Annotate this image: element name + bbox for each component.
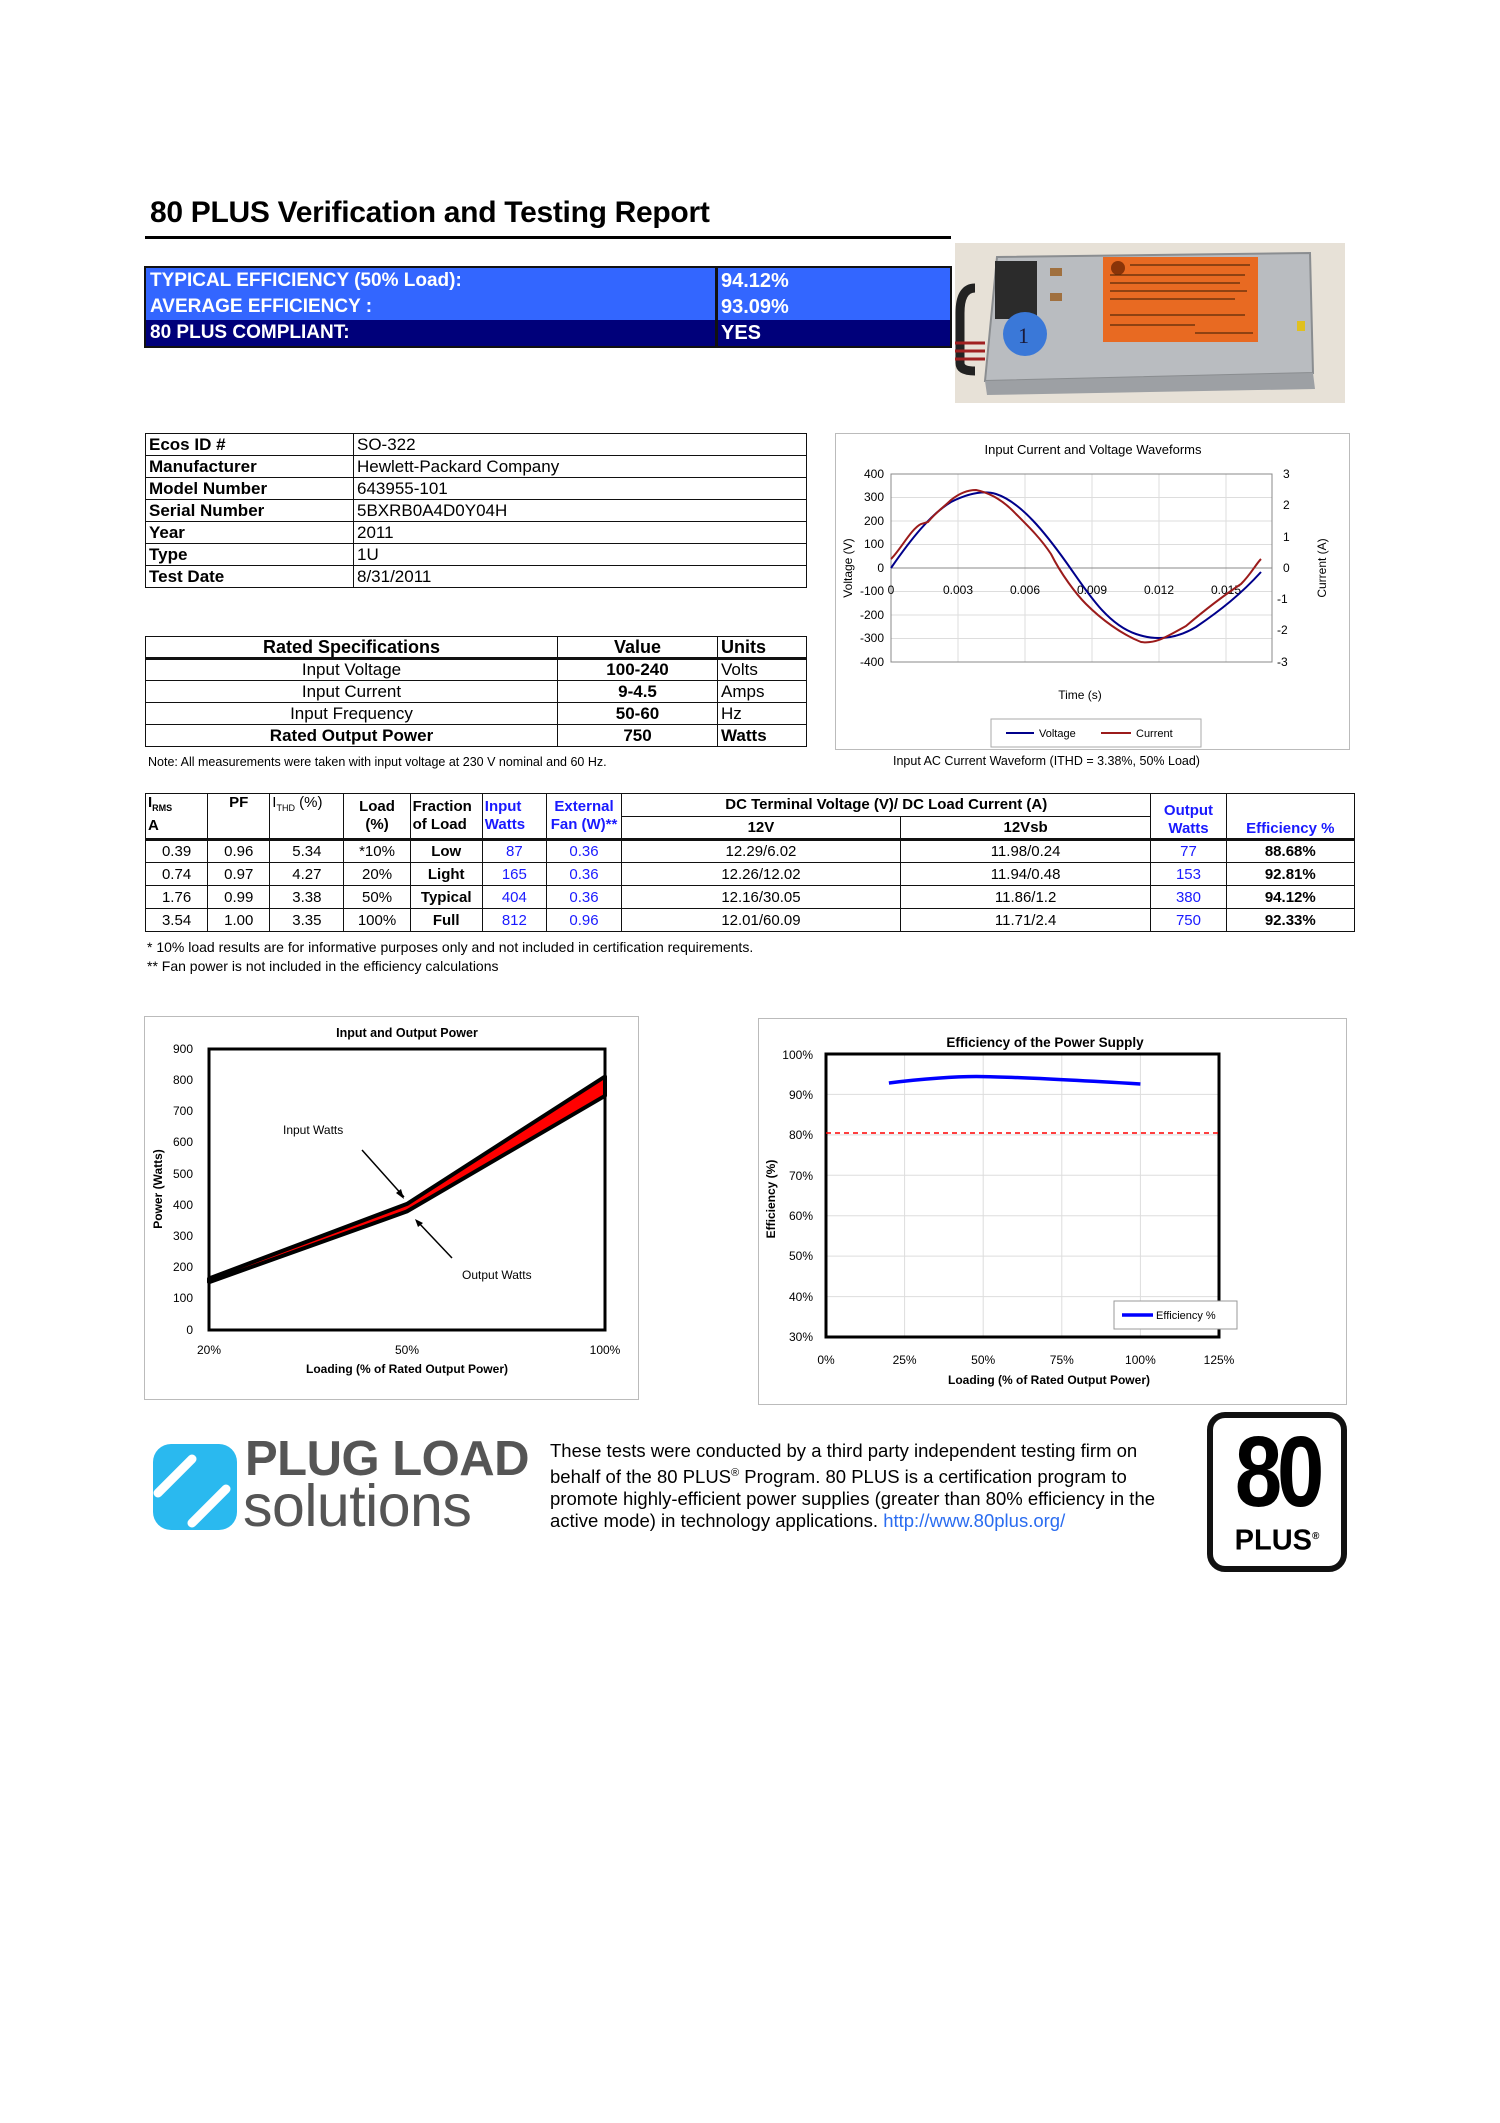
svg-text:Current: Current (1136, 728, 1173, 740)
col-fraction: Fraction of Load (410, 794, 482, 840)
svg-text:1: 1 (1018, 323, 1029, 348)
svg-text:0.006: 0.006 (1009, 583, 1041, 597)
plug-load-logo-text: PLUG LOAD (245, 1432, 530, 1486)
info-row (146, 478, 807, 500)
info-key: Type (146, 544, 354, 566)
info-row (146, 500, 807, 522)
svg-text:50%: 50% (971, 1353, 996, 1367)
spec-header: Value (558, 637, 718, 659)
summary-label: 80 PLUS COMPLIANT: (146, 320, 718, 346)
waveform-caption: Input AC Current Waveform (ITHD = 3.38%, 50% Load) (893, 754, 1200, 768)
title-divider (145, 236, 951, 239)
svg-text:0: 0 (887, 583, 895, 597)
info-key: Ecos ID # (146, 434, 354, 456)
result-row: 0.39 0.96 5.34 *10% Low 87 0.36 12.29/6.02 11.98/0.24 77 88.68% (146, 840, 1355, 863)
80plus-link[interactable]: http://www.80plus.org/ (883, 1510, 1066, 1532)
svg-text:-100: -100 (859, 584, 884, 598)
svg-text:-300: -300 (859, 631, 884, 645)
spec-header: Units (718, 637, 807, 659)
info-row (146, 434, 807, 456)
info-value: 1U (354, 544, 807, 566)
svg-text:20%: 20% (196, 1343, 222, 1357)
svg-text:75%: 75% (1049, 1353, 1074, 1367)
svg-text:-200: -200 (859, 608, 884, 622)
svg-text:0: 0 (186, 1323, 193, 1337)
svg-text:125%: 125% (1203, 1353, 1235, 1367)
product-info-table (145, 433, 807, 588)
spec-value: 9-4.5 (558, 681, 718, 703)
result-row: 3.54 1.00 3.35 100% Full 812 0.96 12.01/60.09 11.71/2.4 750 92.33% (146, 909, 1355, 932)
info-value: 2011 (354, 522, 807, 544)
svg-text:0.012: 0.012 (1143, 583, 1175, 597)
svg-text:100: 100 (172, 1291, 193, 1305)
info-value: 643955-101 (354, 478, 807, 500)
svg-text:Input and Output Power: Input and Output Power (336, 1026, 478, 1040)
test-results-table (145, 793, 1355, 932)
svg-text:70%: 70% (788, 1169, 813, 1183)
svg-text:-1: -1 (1277, 592, 1288, 606)
svg-text:0.009: 0.009 (1076, 583, 1108, 597)
summary-row-typical (146, 268, 950, 294)
summary-value: 93.09% (721, 296, 789, 318)
footnote: * 10% load results are for informative purposes only and not included in certification requirements. (147, 939, 754, 955)
svg-text:Efficiency %: Efficiency % (1156, 1310, 1216, 1322)
results-footnotes (147, 938, 753, 976)
svg-text:0: 0 (877, 561, 884, 575)
svg-text:Efficiency (%): Efficiency (%) (764, 1159, 778, 1239)
voltage-line (891, 493, 1261, 639)
svg-text:Input Watts: Input Watts (283, 1123, 344, 1137)
svg-text:700: 700 (172, 1104, 193, 1118)
spec-name: Input Voltage (146, 659, 558, 681)
svg-text:Voltage (V): Voltage (V) (841, 538, 855, 598)
svg-text:Loading (% of Rated Output Pow: Loading (% of Rated Output Power) (948, 1373, 1150, 1387)
svg-text:0.003: 0.003 (942, 583, 974, 597)
svg-text:800: 800 (172, 1073, 193, 1087)
svg-text:200: 200 (863, 514, 884, 528)
info-row (146, 566, 807, 588)
info-value: SO-322 (354, 434, 807, 456)
col-output-watts: Output Watts (1151, 794, 1226, 840)
col-ithd: $I_{THD}$ (%) (270, 794, 344, 840)
col-irms: $I_{RMS}$ A (146, 794, 208, 840)
svg-text:60%: 60% (788, 1209, 813, 1223)
svg-text:0: 0 (1283, 561, 1290, 575)
svg-text:300: 300 (863, 490, 884, 504)
spec-unit: Amps (718, 681, 807, 703)
svg-text:Current (A): Current (A) (1315, 538, 1329, 598)
spec-name: Input Current (146, 681, 558, 703)
svg-text:80%: 80% (788, 1128, 813, 1142)
svg-text:50%: 50% (394, 1343, 420, 1357)
col-load: Load (%) (344, 794, 410, 840)
col-efficiency: Efficiency % (1226, 794, 1354, 840)
info-value: 5BXRB0A4D0Y04H (354, 500, 807, 522)
svg-text:200: 200 (172, 1260, 193, 1274)
summary-value: YES (721, 322, 762, 344)
plug-load-logo-icon (150, 1441, 240, 1533)
svg-text:Output Watts: Output Watts (462, 1268, 532, 1282)
efficiency-chart (758, 1018, 1347, 1405)
page-title: 80 PLUS Verification and Testing Report (150, 196, 710, 229)
efficiency-summary (144, 266, 952, 348)
spec-header: Rated Specifications (146, 637, 558, 659)
spec-value: 750 (558, 725, 718, 747)
svg-text:Time (s): Time (s) (1058, 688, 1102, 702)
svg-text:Efficiency of the Power Supply: Efficiency of the Power Supply (946, 1035, 1144, 1050)
svg-text:40%: 40% (788, 1290, 813, 1304)
footnote: ** Fan power is not included in the efficiency calculations (147, 958, 499, 974)
badge-text: PLUS® (1234, 1524, 1320, 1557)
svg-text:3: 3 (1283, 467, 1290, 481)
summary-value: 94.12% (721, 270, 789, 292)
waveform-chart (835, 433, 1350, 750)
svg-text:Power (Watts): Power (Watts) (151, 1149, 165, 1229)
svg-text:-400: -400 (859, 655, 884, 669)
spec-row (146, 659, 807, 681)
svg-text:30%: 30% (788, 1330, 813, 1344)
svg-text:600: 600 (172, 1135, 193, 1149)
svg-text:1: 1 (1283, 530, 1290, 544)
svg-text:100%: 100% (589, 1343, 621, 1357)
svg-text:400: 400 (172, 1198, 193, 1212)
badge-number: 80 (1234, 1416, 1320, 1528)
spec-value: 100-240 (558, 659, 718, 681)
info-key: Manufacturer (146, 456, 354, 478)
svg-text:2: 2 (1283, 498, 1290, 512)
col-dc-terminal: DC Terminal Voltage (V)/ DC Load Current (A) (622, 794, 1151, 817)
summary-label: AVERAGE EFFICIENCY : (146, 294, 718, 320)
col-input-watts: Input Watts (482, 794, 546, 840)
spec-row (146, 681, 807, 703)
summary-label: TYPICAL EFFICIENCY (50% Load): (146, 268, 718, 294)
svg-text:-3: -3 (1277, 655, 1288, 669)
info-key: Year (146, 522, 354, 544)
info-key: Model Number (146, 478, 354, 500)
spec-unit: Volts (718, 659, 807, 681)
svg-text:400: 400 (863, 467, 884, 481)
spec-unit: Hz (718, 703, 807, 725)
spec-name: Rated Output Power (146, 725, 558, 747)
rated-specifications-table (145, 636, 807, 747)
svg-text:90%: 90% (788, 1088, 813, 1102)
80-plus-badge-logo (1207, 1412, 1347, 1572)
plug-load-logo-subtext: solutions (243, 1473, 472, 1539)
power-chart (144, 1016, 639, 1400)
svg-text:0.015: 0.015 (1210, 583, 1242, 597)
col-external-fan: External Fan (W)** (546, 794, 621, 840)
spec-row (146, 725, 807, 747)
svg-text:100%: 100% (782, 1048, 813, 1062)
result-row: 0.74 0.97 4.27 20% Light 165 0.36 12.26/12.02 11.94/0.48 153 92.81% (146, 863, 1355, 886)
svg-text:500: 500 (172, 1167, 193, 1181)
spec-row (146, 703, 807, 725)
summary-row-compliant (146, 320, 950, 346)
svg-text:-2: -2 (1277, 623, 1288, 637)
info-value: 8/31/2011 (354, 566, 807, 588)
svg-text:300: 300 (172, 1229, 193, 1243)
info-row (146, 522, 807, 544)
svg-text:50%: 50% (788, 1249, 813, 1263)
col-12v: 12V (622, 817, 901, 840)
svg-text:900: 900 (172, 1042, 193, 1056)
col-pf: PF (208, 794, 270, 840)
info-key: Test Date (146, 566, 354, 588)
chart-title: Input Current and Voltage Waveforms (984, 442, 1202, 457)
summary-row-average (146, 294, 950, 320)
spec-value: 50-60 (558, 703, 718, 725)
info-row (146, 544, 807, 566)
spec-unit: Watts (718, 725, 807, 747)
svg-text:100%: 100% (1125, 1353, 1156, 1367)
info-row (146, 456, 807, 478)
svg-text:0%: 0% (817, 1353, 835, 1367)
footer-description: These tests were conducted by a third party independent testing firm on behalf of the 80 PLUS® Program. 80 PLUS is a certification program to promote highly-efficient power supplies (greater than 80% efficiency in the active mode) in technology applications. http://www.80plus.org/ (550, 1440, 1156, 1532)
svg-text:Loading (% of Rated Output Pow: Loading (% of Rated Output Power) (306, 1362, 508, 1376)
spec-name: Input Frequency (146, 703, 558, 725)
col-12vsb: 12Vsb (900, 817, 1151, 840)
svg-text:Voltage: Voltage (1039, 728, 1076, 740)
svg-text:100: 100 (863, 537, 884, 551)
measurement-note: Note: All measurements were taken with input voltage at 230 V nominal and 60 Hz. (148, 755, 607, 769)
info-key: Serial Number (146, 500, 354, 522)
result-row: 1.76 0.99 3.38 50% Typical 404 0.36 12.16/30.05 11.86/1.2 380 94.12% (146, 886, 1355, 909)
info-value: Hewlett-Packard Company (354, 456, 807, 478)
product-photo (955, 243, 1345, 403)
svg-text:25%: 25% (892, 1353, 917, 1367)
